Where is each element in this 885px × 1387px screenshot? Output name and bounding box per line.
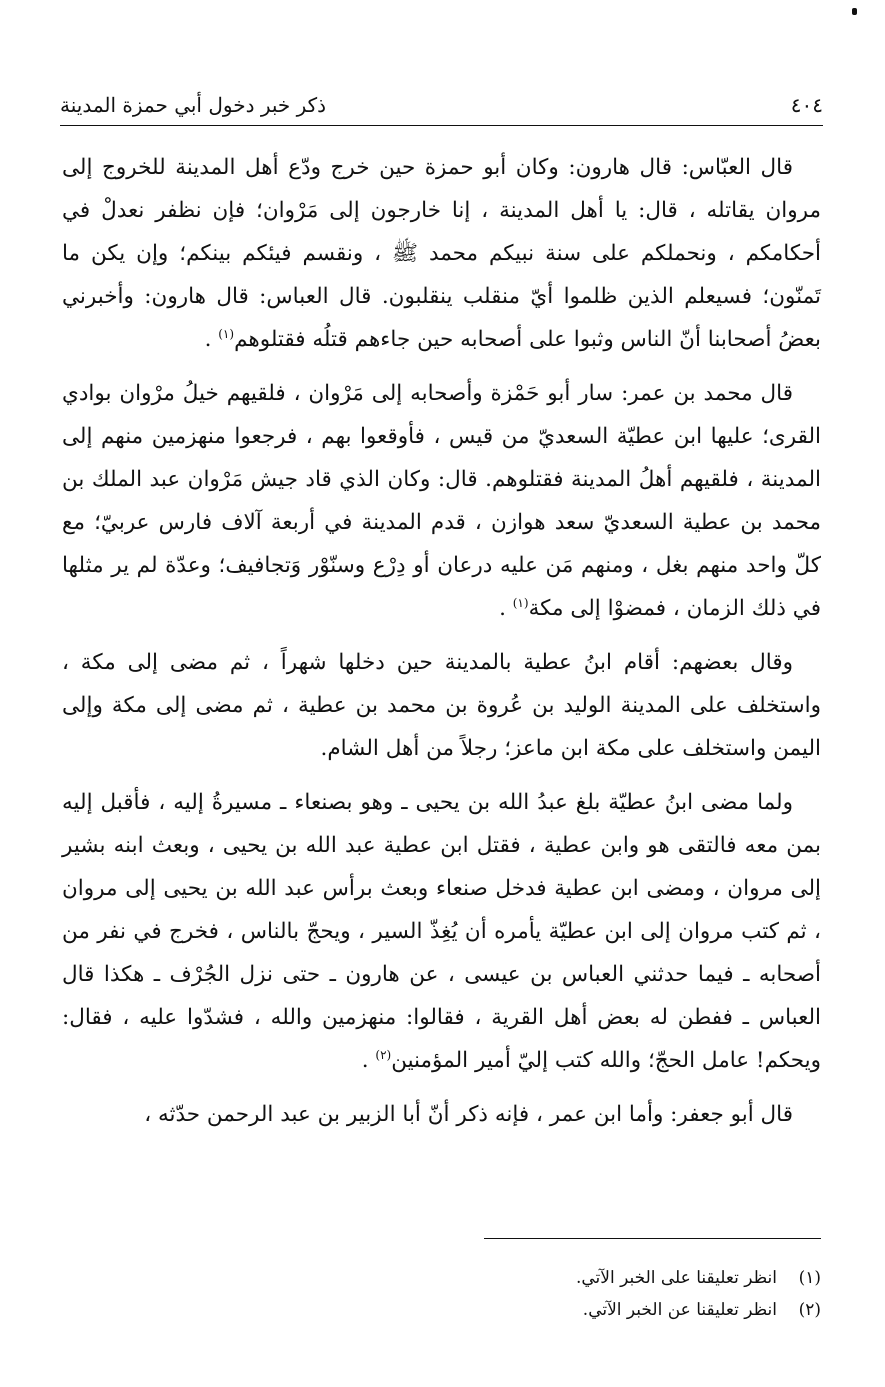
paragraph-end: . [204, 327, 219, 352]
paragraph-text: قال محمد بن عمر: سار أبو حَمْزة وأصحابه إلى مَرْوان ، فلقيهم خيلُ مرْوان بوادي القرى؛ عليها ابن عطيّة السعديّ من قيس ، فأوقعوا بهم ، فرجعوا منهزمين منهم إلى المدينة ، فلقيهم أهلُ المدينة فقتلوهم. قال: وكان الذي قاد جيش مَرْوان عبد الملك بن محمد بن عطية السعديّ سعد هوازن ، قدم المدينة في أربعة آلاف فارس عربيّ؛ مع كلّ واحد منهم بغل ، ومنهم مَن عليه درعان أو دِرْع وسنّوْر وَتجافيف؛ وعدّة لم ير مثلها في ذلك الزمان ، فمضوْا إلى مكة [62, 381, 821, 621]
paragraph-text: قال أبو جعفر: وأما ابن عمر ، فإنه ذكر أنّ أبا الزبير بن عبد الرحمن حدّثه ، [144, 1102, 793, 1127]
footnote-text: انظر تعليقنا عن الخبر الآتي. [582, 1300, 777, 1320]
paragraph-text: ولما مضى ابنُ عطيّة بلغ عبدُ الله بن يحيى ـ وهو بصنعاء ـ مسيرةُ إليه ، فأقبل إليه بمن معه فالتقى هو وابن عطية ، فقتل ابن عطية عبد الله بن يحيى ، وبعث ابنه بشير إلى مروان ، ومضى ابن عطية فدخل صنعاء وبعث برأس عبد الله بن يحيى إلى مروان ، ثم كتب مروان إلى ابن عطيّة يأمره أن يُغِذّ السير ، ويحجّ بالناس ، فخرج في نفر من أصحابه ـ فيما حدثني العباس بن عيسى ، عن هارون ـ حتى نزل الجُرْف ـ هكذا قال العباس ـ ففطن له بعض أهل القرية ، فقالوا: منهزمين والله ، فشدّوا عليه ، فقال: ويحكم! عامل الحجّ؛ والله كتب إليّ أمير المؤمنين [62, 790, 821, 1073]
footnote-ref: (١) [218, 326, 235, 341]
footnotes [200, 1262, 821, 1326]
footnote [200, 1294, 821, 1326]
footnote-divider [484, 1238, 821, 1239]
paragraph-text: قال العبّاس: قال هارون: وكان أبو حمزة حين خرج ودّع أهل المدينة للخروج إلى مروان يقاتله ، قال: يا أهل المدينة ، إنا خارجون إلى مَرْوان؛ فإن نظفر نعدلْ في أحكامكم ، ونحملكم على سنة نبيكم محمد ﷺ ، ونقسم فيئكم بينكم؛ وإن يكن ما تَمنّون؛ فسيعلم الذين ظلموا أيّ منقلب ينقلبون. قال العباس: قال هارون: وأخبرني بعضُ أصحابنا أنّ الناس وثبوا على أصحابه حين جاءهم قتلُه فقتلوهم [62, 155, 821, 352]
footnote-text: انظر تعليقنا على الخبر الآتي. [575, 1268, 777, 1288]
paragraph [62, 372, 821, 630]
paragraph [62, 1093, 821, 1136]
footnote [200, 1262, 821, 1294]
paragraph-end: . [361, 1048, 376, 1073]
header-divider [60, 125, 823, 126]
footnote-number: (١) [798, 1268, 821, 1288]
page-header [60, 88, 823, 122]
paragraph-end: . [499, 596, 513, 621]
running-title: ذكر خبر دخول أبي حمزة المدينة [60, 93, 327, 117]
paragraph [62, 641, 821, 770]
paragraph [62, 781, 821, 1082]
paragraph [62, 146, 821, 361]
footnote-ref: (٢) [375, 1047, 392, 1062]
main-text [62, 146, 821, 1136]
page-number: ٤٠٤ [790, 93, 823, 117]
ink-mark [852, 8, 857, 15]
footnote-number: (٢) [798, 1300, 821, 1320]
footnote-ref: (١) [512, 595, 529, 610]
paragraph-text: وقال بعضهم: أقام ابنُ عطية بالمدينة حين دخلها شهراً ، ثم مضى إلى مكة ، واستخلف على المدينة الوليد بن عُروة بن محمد بن عطية ، ثم مضى إلى مكة وإلى اليمن واستخلف على مكة ابن ماعز؛ رجلاً من أهل الشام. [62, 650, 821, 761]
